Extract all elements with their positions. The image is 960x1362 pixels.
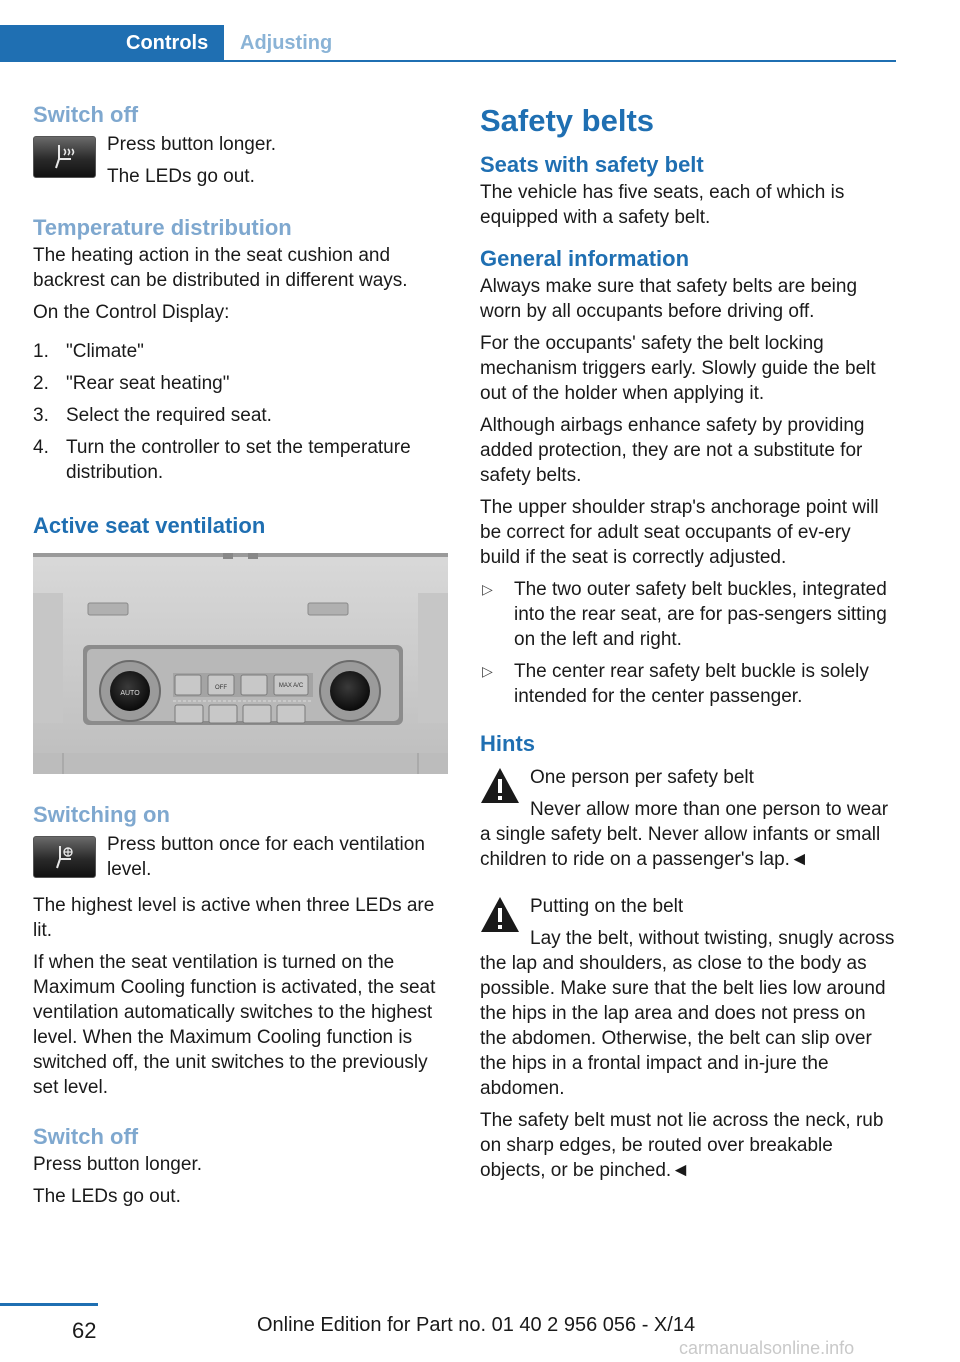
switching-on-paragraph-2: If when the seat ventilation is turned on the Maximum Cooling function is activated, the seat ventilation automatically switches to the highest level. When the Maximum Cooling function is switched off, the unit switches to the previously set level. bbox=[33, 952, 436, 1098]
general-paragraph-1: Always make sure that safety belts are being worn by all occupants before driving off. bbox=[480, 276, 858, 322]
tab-controls[interactable]: Controls bbox=[0, 25, 224, 61]
hints-heading: Hints bbox=[480, 731, 535, 756]
left-column bbox=[33, 100, 448, 1209]
list-item: 3. Select the required seat. bbox=[33, 405, 272, 426]
warning-triangle-icon bbox=[480, 767, 520, 805]
list-item: ▷ The two outer safety belt buckles, integrated into the rear seat, are for pas‐sengers sitting on the left and right. bbox=[482, 579, 887, 650]
switch-off-line-2: The LEDs go out. bbox=[107, 166, 255, 187]
climate-control-panel-photo bbox=[33, 553, 448, 774]
bullet-triangle-icon: ▷ bbox=[482, 581, 493, 597]
switch-off-line-1: Press button longer. bbox=[107, 134, 276, 155]
seat-ventilation-button-icon bbox=[33, 836, 96, 878]
warning-2-paragraph-2: The safety belt must not lie across the neck, rub on sharp edges, be routed over breakable objects, or be pinched.◄ bbox=[480, 1110, 884, 1181]
switch-off-instruction bbox=[33, 132, 448, 189]
warning-2-title: Putting on the belt bbox=[530, 896, 684, 917]
switch-off-2-line-2: The LEDs go out. bbox=[33, 1186, 181, 1207]
general-paragraph-2: For the occupants' safety the belt locking mechanism triggers early. Slowly guide the belt out of the holder when applying it. bbox=[480, 333, 876, 404]
bullet-triangle-icon: ▷ bbox=[482, 663, 493, 679]
warning-1-title: One person per safety belt bbox=[530, 767, 754, 788]
seats-with-safety-belt-heading: Seats with safety belt bbox=[480, 152, 704, 177]
right-column bbox=[480, 100, 895, 1183]
switching-on-button-text: Press button once for each ventilation level. bbox=[107, 834, 425, 880]
footer-rule bbox=[0, 1303, 98, 1306]
control-display-label: On the Control Display: bbox=[33, 302, 230, 323]
list-item: 2. "Rear seat heating" bbox=[33, 373, 230, 394]
general-information-heading: General information bbox=[480, 246, 690, 271]
warning-2-body: Lay the belt, without twisting, snugly across the lap and shoulders, as close to the body as possible. Make sure that the belt lies low around the hips in the lap area and does not press on the abdomen. Otherwise, the belt can slip over the hips in a frontal impact and in‐jure the abdomen. bbox=[480, 928, 895, 1099]
switching-on-heading: Switching on bbox=[33, 802, 170, 827]
svg-text:AUTO: AUTO bbox=[120, 690, 140, 697]
seat-heating-button-icon bbox=[33, 136, 96, 178]
page-number: 62 bbox=[72, 1318, 97, 1343]
active-seat-ventilation-heading: Active seat ventilation bbox=[33, 513, 266, 538]
warning-1-body: Never allow more than one person to wear a single safety belt. Never allow infants or small children to ride on a passenger's lap.◄ bbox=[480, 799, 889, 870]
switching-on-instruction bbox=[33, 832, 448, 888]
warning-triangle-icon bbox=[480, 896, 520, 934]
switch-off-heading: Switch off bbox=[33, 102, 139, 127]
steps-list bbox=[33, 339, 448, 485]
list-item: 1. "Climate" bbox=[33, 341, 144, 362]
belt-bullets bbox=[480, 577, 895, 709]
switch-off-2-heading: Switch off bbox=[33, 1124, 139, 1149]
temperature-distribution-heading: Temperature distribution bbox=[33, 215, 292, 240]
watermark: carmanualsonline.info bbox=[679, 1338, 855, 1358]
list-item: ▷ The center rear safety belt buckle is solely intended for the center passenger. bbox=[482, 661, 869, 707]
list-item: 4. Turn the controller to set the temperature distribution. bbox=[33, 437, 411, 483]
seats-text: The vehicle has five seats, each of which is equipped with a safety belt. bbox=[480, 182, 845, 228]
edition-text: Online Edition for Part no. 01 40 2 956 056 - X/14 bbox=[257, 1314, 696, 1336]
chapter-header bbox=[0, 25, 896, 62]
warning-one-person bbox=[480, 765, 895, 872]
switching-on-paragraph-1: The highest level is active when three LEDs are lit. bbox=[33, 895, 435, 941]
svg-text:OFF: OFF bbox=[215, 685, 227, 691]
warning-putting-on-belt bbox=[480, 894, 895, 1101]
page-title: Safety belts bbox=[480, 103, 655, 138]
general-paragraph-4: The upper shoulder strap's anchorage point will be correct for adult seat occupants of ev‐ery build if the seat is correctly adjusted. bbox=[480, 497, 879, 568]
svg-text:MAX A/C: MAX A/C bbox=[278, 683, 304, 689]
switch-off-2-line-1: Press button longer. bbox=[33, 1154, 202, 1175]
tab-adjusting[interactable]: Adjusting bbox=[240, 32, 333, 54]
temperature-distribution-intro: The heating action in the seat cushion and backrest can be distributed in different ways. bbox=[33, 245, 408, 291]
general-paragraph-3: Although airbags enhance safety by providing added protection, they are not a substitute for safety belts. bbox=[480, 415, 865, 486]
